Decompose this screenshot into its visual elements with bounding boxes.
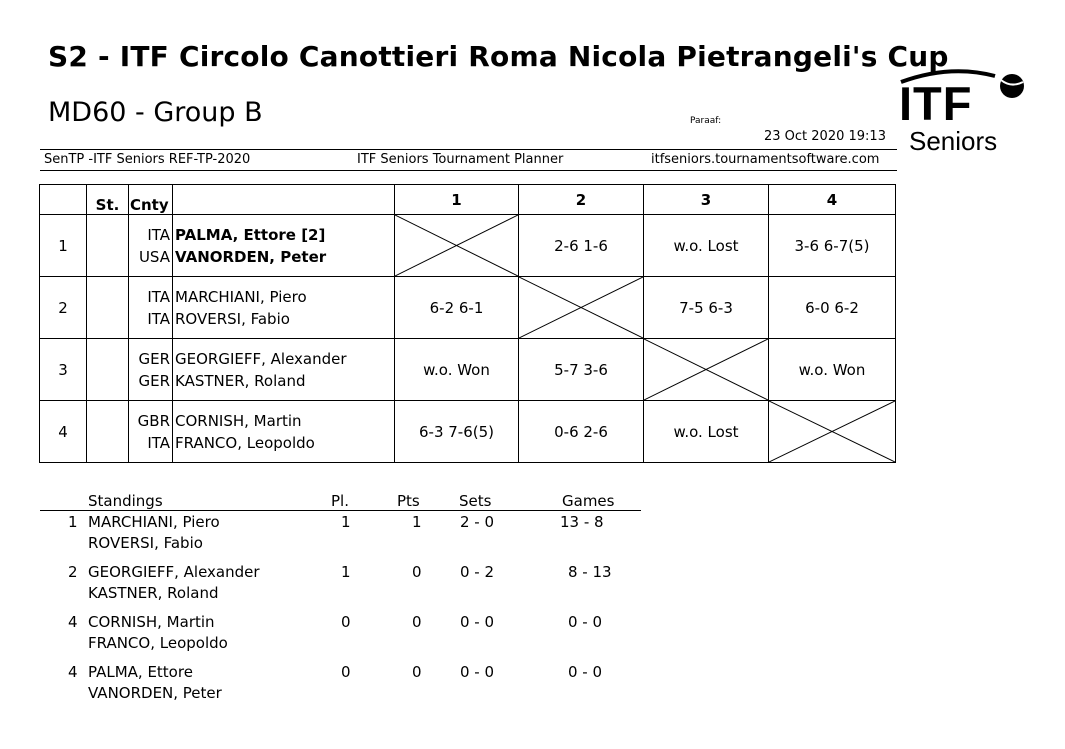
standings-points: 0 — [412, 663, 422, 681]
player-name: FRANCO, Leopoldo — [175, 433, 315, 452]
print-datetime: 23 Oct 2020 19:13 — [764, 129, 886, 144]
standings-points: 1 — [412, 513, 422, 531]
row-seed: 4 — [40, 401, 87, 463]
country-code: ITA — [147, 287, 170, 306]
self-match-cross — [519, 277, 644, 339]
self-match-cross — [644, 339, 769, 401]
paraaf-label: Paraaf: — [690, 116, 722, 126]
match-score: 5-7 3-6 — [519, 339, 644, 401]
match-score: w.o. Won — [769, 339, 896, 401]
match-score: 6-2 6-1 — [395, 277, 519, 339]
standings-points: 0 — [412, 563, 422, 581]
standings-header-games: Games — [562, 492, 615, 510]
standings-points: 0 — [412, 613, 422, 631]
grid-header-status: St. — [87, 185, 129, 215]
standings-played: 1 — [341, 563, 351, 581]
standings-played: 1 — [341, 513, 351, 531]
country-code: ITA — [147, 225, 170, 244]
self-match-cross — [769, 401, 896, 463]
standings-name: VANORDEN, Peter — [88, 684, 222, 702]
row-status — [87, 401, 129, 463]
draw-grid — [39, 184, 896, 463]
row-status — [87, 277, 129, 339]
standings-name: ROVERSI, Fabio — [88, 534, 203, 552]
row-country — [129, 401, 173, 463]
group-title: MD60 - Group B — [48, 97, 263, 128]
country-code: ITA — [147, 433, 170, 452]
grid-header-col4: 4 — [769, 185, 896, 215]
player-name: GEORGIEFF, Alexander — [175, 349, 347, 368]
row-seed: 3 — [40, 339, 87, 401]
standings-games: 0 - 0 — [568, 613, 603, 631]
standings-games: 0 - 0 — [568, 663, 603, 681]
match-score: w.o. Won — [395, 339, 519, 401]
country-code: USA — [138, 247, 170, 266]
standings-games: 13 - 8 — [560, 513, 604, 531]
country-code: GBR — [137, 411, 170, 430]
standings-header: Standings — [88, 492, 163, 510]
grid-header-row — [40, 185, 896, 215]
reference-code: SenTP -ITF Seniors REF-TP-2020 — [44, 152, 251, 167]
player-name: MARCHIANI, Piero — [175, 287, 307, 306]
standings-sets: 0 - 0 — [460, 663, 495, 681]
grid-header-names — [173, 185, 395, 215]
standings-name: GEORGIEFF, Alexander — [88, 563, 260, 581]
standings-header-sets: Sets — [459, 492, 492, 510]
match-score: 2-6 1-6 — [519, 215, 644, 277]
row-country — [129, 339, 173, 401]
row-names — [173, 339, 395, 401]
standings-rank: 1 — [68, 513, 78, 531]
player-name: KASTNER, Roland — [175, 371, 306, 390]
grid-header-col1: 1 — [395, 185, 519, 215]
match-score: 7-5 6-3 — [644, 277, 769, 339]
planner-name: ITF Seniors Tournament Planner — [357, 152, 564, 167]
grid-header-seed — [40, 185, 87, 215]
logo-seniors-text: Seniors — [909, 126, 998, 156]
grid-row — [40, 401, 896, 463]
standings-name: FRANCO, Leopoldo — [88, 634, 228, 652]
row-status — [87, 339, 129, 401]
standings-played: 0 — [341, 663, 351, 681]
row-seed: 2 — [40, 277, 87, 339]
standings-sets: 0 - 0 — [460, 613, 495, 631]
country-code: GER — [138, 349, 170, 368]
match-score: 3-6 6-7(5) — [769, 215, 896, 277]
itf-seniors-logo — [895, 68, 1035, 158]
standings-name: PALMA, Ettore — [88, 663, 193, 681]
standings-name: CORNISH, Martin — [88, 613, 215, 631]
row-status — [87, 215, 129, 277]
country-code: ITA — [147, 309, 170, 328]
website: itfseniors.tournamentsoftware.com — [651, 152, 880, 167]
player-name: VANORDEN, Peter — [175, 247, 327, 266]
grid-row — [40, 277, 896, 339]
row-names — [173, 215, 395, 277]
row-names — [173, 277, 395, 339]
standings-divider — [40, 510, 641, 511]
standings-sets: 2 - 0 — [460, 513, 495, 531]
match-score: w.o. Lost — [644, 401, 769, 463]
standings-sets: 0 - 2 — [460, 563, 495, 581]
player-name: ROVERSI, Fabio — [175, 309, 290, 328]
grid-row — [40, 339, 896, 401]
standings-rank: 2 — [68, 563, 78, 581]
self-match-cross — [395, 215, 519, 277]
match-score: w.o. Lost — [644, 215, 769, 277]
player-name: CORNISH, Martin — [175, 411, 302, 430]
match-score: 6-0 6-2 — [769, 277, 896, 339]
grid-header-col3: 3 — [644, 185, 769, 215]
grid-row — [40, 215, 896, 277]
match-score: 6-3 7-6(5) — [395, 401, 519, 463]
standings-header-played: Pl. — [331, 492, 349, 510]
row-country — [129, 277, 173, 339]
standings-rank: 4 — [68, 663, 78, 681]
logo-itf-text: ITF — [899, 77, 973, 130]
row-names — [173, 401, 395, 463]
standings-games: 8 - 13 — [568, 563, 612, 581]
page-title: S2 - ITF Circolo Canottieri Roma Nicola Pietrangeli's Cup — [48, 40, 949, 73]
header-divider-bottom — [40, 170, 897, 171]
header-divider-top — [40, 149, 897, 150]
player-name: PALMA, Ettore [2] — [175, 225, 326, 244]
standings-name: MARCHIANI, Piero — [88, 513, 220, 531]
standings-name: KASTNER, Roland — [88, 584, 219, 602]
row-seed: 1 — [40, 215, 87, 277]
match-score: 0-6 2-6 — [519, 401, 644, 463]
grid-header-col2: 2 — [519, 185, 644, 215]
standings-header-points: Pts — [397, 492, 420, 510]
country-code: GER — [138, 371, 170, 390]
standings-played: 0 — [341, 613, 351, 631]
grid-header-country: Cnty — [129, 185, 173, 215]
standings-rank: 4 — [68, 613, 78, 631]
row-country — [129, 215, 173, 277]
